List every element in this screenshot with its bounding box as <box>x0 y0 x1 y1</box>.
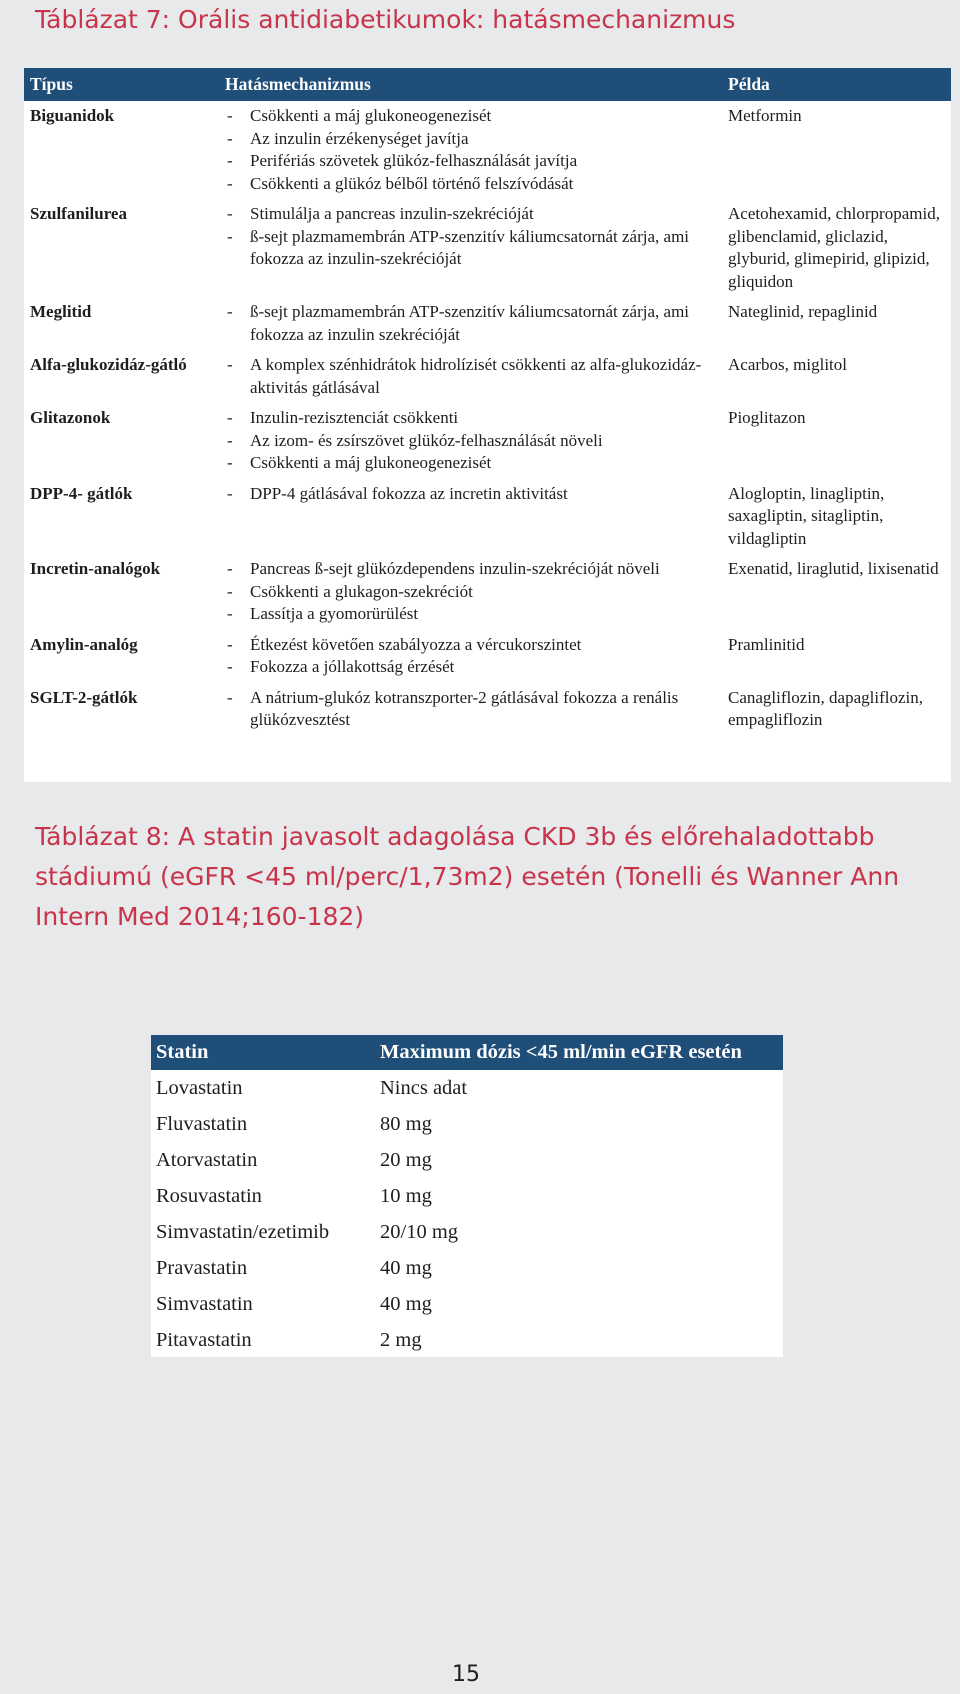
max-dose: 2 mg <box>380 1328 422 1351</box>
statin-name: Pitavastatin <box>156 1328 252 1351</box>
table-row <box>151 1106 783 1142</box>
statin-name: Simvastatin <box>156 1292 253 1315</box>
mechanism-item: - Csökkenti a glükóz bélből történő felszívódását <box>225 173 716 196</box>
table7-title: Táblázat 7: Orális antidiabetikumok: hatásmechanizmus <box>35 5 736 34</box>
mechanism-item: - Stimulálja a pancreas inzulin-szekrécióját <box>225 203 716 226</box>
table-row <box>151 1286 783 1322</box>
table-row <box>151 1070 783 1106</box>
mechanism-item: - DPP-4 gátlásával fokozza az incretin aktivitást <box>225 483 716 506</box>
table-row <box>24 687 951 740</box>
page-number: 15 <box>452 1662 480 1687</box>
example-drugs: Pramlinitid <box>728 634 805 654</box>
mechanism-item: - Inzulin-rezisztenciát csökkenti <box>225 407 716 430</box>
mechanism-cell <box>219 687 722 740</box>
max-dose: 40 mg <box>380 1256 432 1279</box>
table-row <box>24 203 951 301</box>
statin-dosage-table <box>151 1035 783 1357</box>
drug-class: DPP-4- gátlók <box>30 483 133 503</box>
table-row <box>151 1250 783 1286</box>
table-row <box>24 634 951 687</box>
mechanism-list <box>225 687 716 732</box>
example-drugs: Acarbos, miglitol <box>728 355 847 374</box>
mechanism-item: - A nátrium-glukóz kotranszporter-2 gátlásával fokozza a renális glükózvesztést <box>225 687 716 732</box>
drug-class: Glitazonok <box>30 408 111 427</box>
mechanism-cell <box>219 101 722 203</box>
drug-class: Meglitid <box>30 302 92 321</box>
mechanism-item: - Csökkenti a máj glukoneogenezisét <box>225 105 716 128</box>
drug-class: Biguanidok <box>30 106 115 125</box>
table-row <box>24 558 951 634</box>
column-header-type: Típus <box>24 68 219 101</box>
statin-name: Atorvastatin <box>156 1148 258 1171</box>
example-drugs: Nateglinid, repaglinid <box>728 302 878 321</box>
drug-class: Incretin-analógok <box>30 559 161 578</box>
mechanism-list <box>225 105 716 195</box>
max-dose: Nincs adat <box>380 1076 468 1099</box>
max-dose: 80 mg <box>380 1112 432 1135</box>
statin-name: Rosuvastatin <box>156 1184 262 1207</box>
table-row <box>151 1322 783 1358</box>
table-row <box>151 1142 783 1178</box>
mechanism-list <box>225 407 716 475</box>
column-header-statin: Statin <box>151 1035 375 1070</box>
mechanism-cell <box>219 483 722 559</box>
example-drugs: Canagliflozin, dapagliflozin, empagliflozin <box>728 687 923 729</box>
mechanism-cell <box>219 203 722 301</box>
mechanism-item: - A komplex szénhidrátok hidrolízisét csökkenti az alfa-glukozidáz-aktivitás gátlásával <box>225 354 716 399</box>
mechanism-item: - Fokozza a jóllakottság érzését <box>225 656 716 679</box>
mechanism-item: - ß-sejt plazmamembrán ATP-szenzitív káliumcsatornát zárja, ami fokozza az inzulin szekrécióját <box>225 301 716 346</box>
mechanism-list <box>225 483 716 506</box>
mechanism-cell <box>219 354 722 407</box>
mechanism-item: - Étkezést követően szabályozza a vércukorszintet <box>225 634 716 657</box>
mechanism-item: - Csökkenti a glukagon-szekréciót <box>225 581 716 604</box>
max-dose: 40 mg <box>380 1292 432 1315</box>
statin-name: Pravastatin <box>156 1256 248 1279</box>
mechanism-item: - Perifériás szövetek glükóz-felhasználását javítja <box>225 150 716 173</box>
max-dose: 10 mg <box>380 1184 432 1207</box>
table-header-row <box>24 68 951 101</box>
table-row <box>24 301 951 354</box>
antidiabetic-table <box>24 68 951 782</box>
mechanism-cell <box>219 634 722 687</box>
mechanism-list <box>225 354 716 399</box>
table-header-row <box>151 1035 783 1070</box>
mechanism-item: - ß-sejt plazmamembrán ATP-szenzitív káliumcsatornát zárja, ami fokozza az inzulin-szekrécióját <box>225 226 716 271</box>
table-row <box>24 354 951 407</box>
mechanism-list <box>225 558 716 626</box>
table-row <box>24 483 951 559</box>
statin-name: Fluvastatin <box>156 1112 248 1135</box>
mechanism-cell <box>219 407 722 483</box>
mechanism-cell <box>219 558 722 634</box>
mechanism-cell <box>219 301 722 354</box>
mechanism-list <box>225 203 716 271</box>
table-row <box>24 407 951 483</box>
table-row <box>151 1214 783 1250</box>
mechanism-item: - Az inzulin érzékenységet javítja <box>225 128 716 151</box>
statin-name: Lovastatin <box>156 1076 243 1099</box>
example-drugs: Alogloptin, linagliptin, saxagliptin, sitagliptin, vildagliptin <box>728 483 885 548</box>
statin-name: Simvastatin/ezetimib <box>156 1220 330 1243</box>
column-header-max-dose: Maximum dózis <45 ml/min eGFR esetén <box>375 1035 783 1070</box>
mechanism-item: - Csökkenti a máj glukoneogenezisét <box>225 452 716 475</box>
mechanism-item: - Lassítja a gyomorürülést <box>225 603 716 626</box>
max-dose: 20 mg <box>380 1148 432 1171</box>
example-drugs: Metformin <box>728 106 802 125</box>
table8-title: Táblázat 8: A statin javasolt adagolása CKD 3b és előrehaladottabb stádiumú (eGFR <45 ml/perc/1,73m2) esetén (Tonelli és Wanner Ann Intern Med 2014;160-182) <box>35 822 900 931</box>
drug-class: Szulfanilurea <box>30 204 127 223</box>
column-header-example: Példa <box>722 68 951 101</box>
table-row <box>24 101 951 203</box>
drug-class: Amylin-analóg <box>30 634 138 654</box>
max-dose: 20/10 mg <box>380 1220 459 1243</box>
drug-class: SGLT-2-gátlók <box>30 687 138 707</box>
example-drugs: Pioglitazon <box>728 408 806 427</box>
example-drugs: Exenatid, liraglutid, lixisenatid <box>728 559 939 578</box>
drug-class: Alfa-glukozidáz-gátló <box>30 355 187 374</box>
mechanism-item: - Pancreas ß-sejt glükózdependens inzulin-szekrécióját növeli <box>225 558 716 581</box>
mechanism-list <box>225 301 716 346</box>
mechanism-item: - Az izom- és zsírszövet glükóz-felhasználását növeli <box>225 430 716 453</box>
example-drugs: Acetohexamid, chlorpropamid, glibenclamid, gliclazid, glyburid, glimepirid, glipizid, gliquidon <box>728 204 940 291</box>
table-row <box>151 1178 783 1214</box>
mechanism-list <box>225 634 716 679</box>
column-header-mechanism: Hatásmechanizmus <box>219 68 722 101</box>
